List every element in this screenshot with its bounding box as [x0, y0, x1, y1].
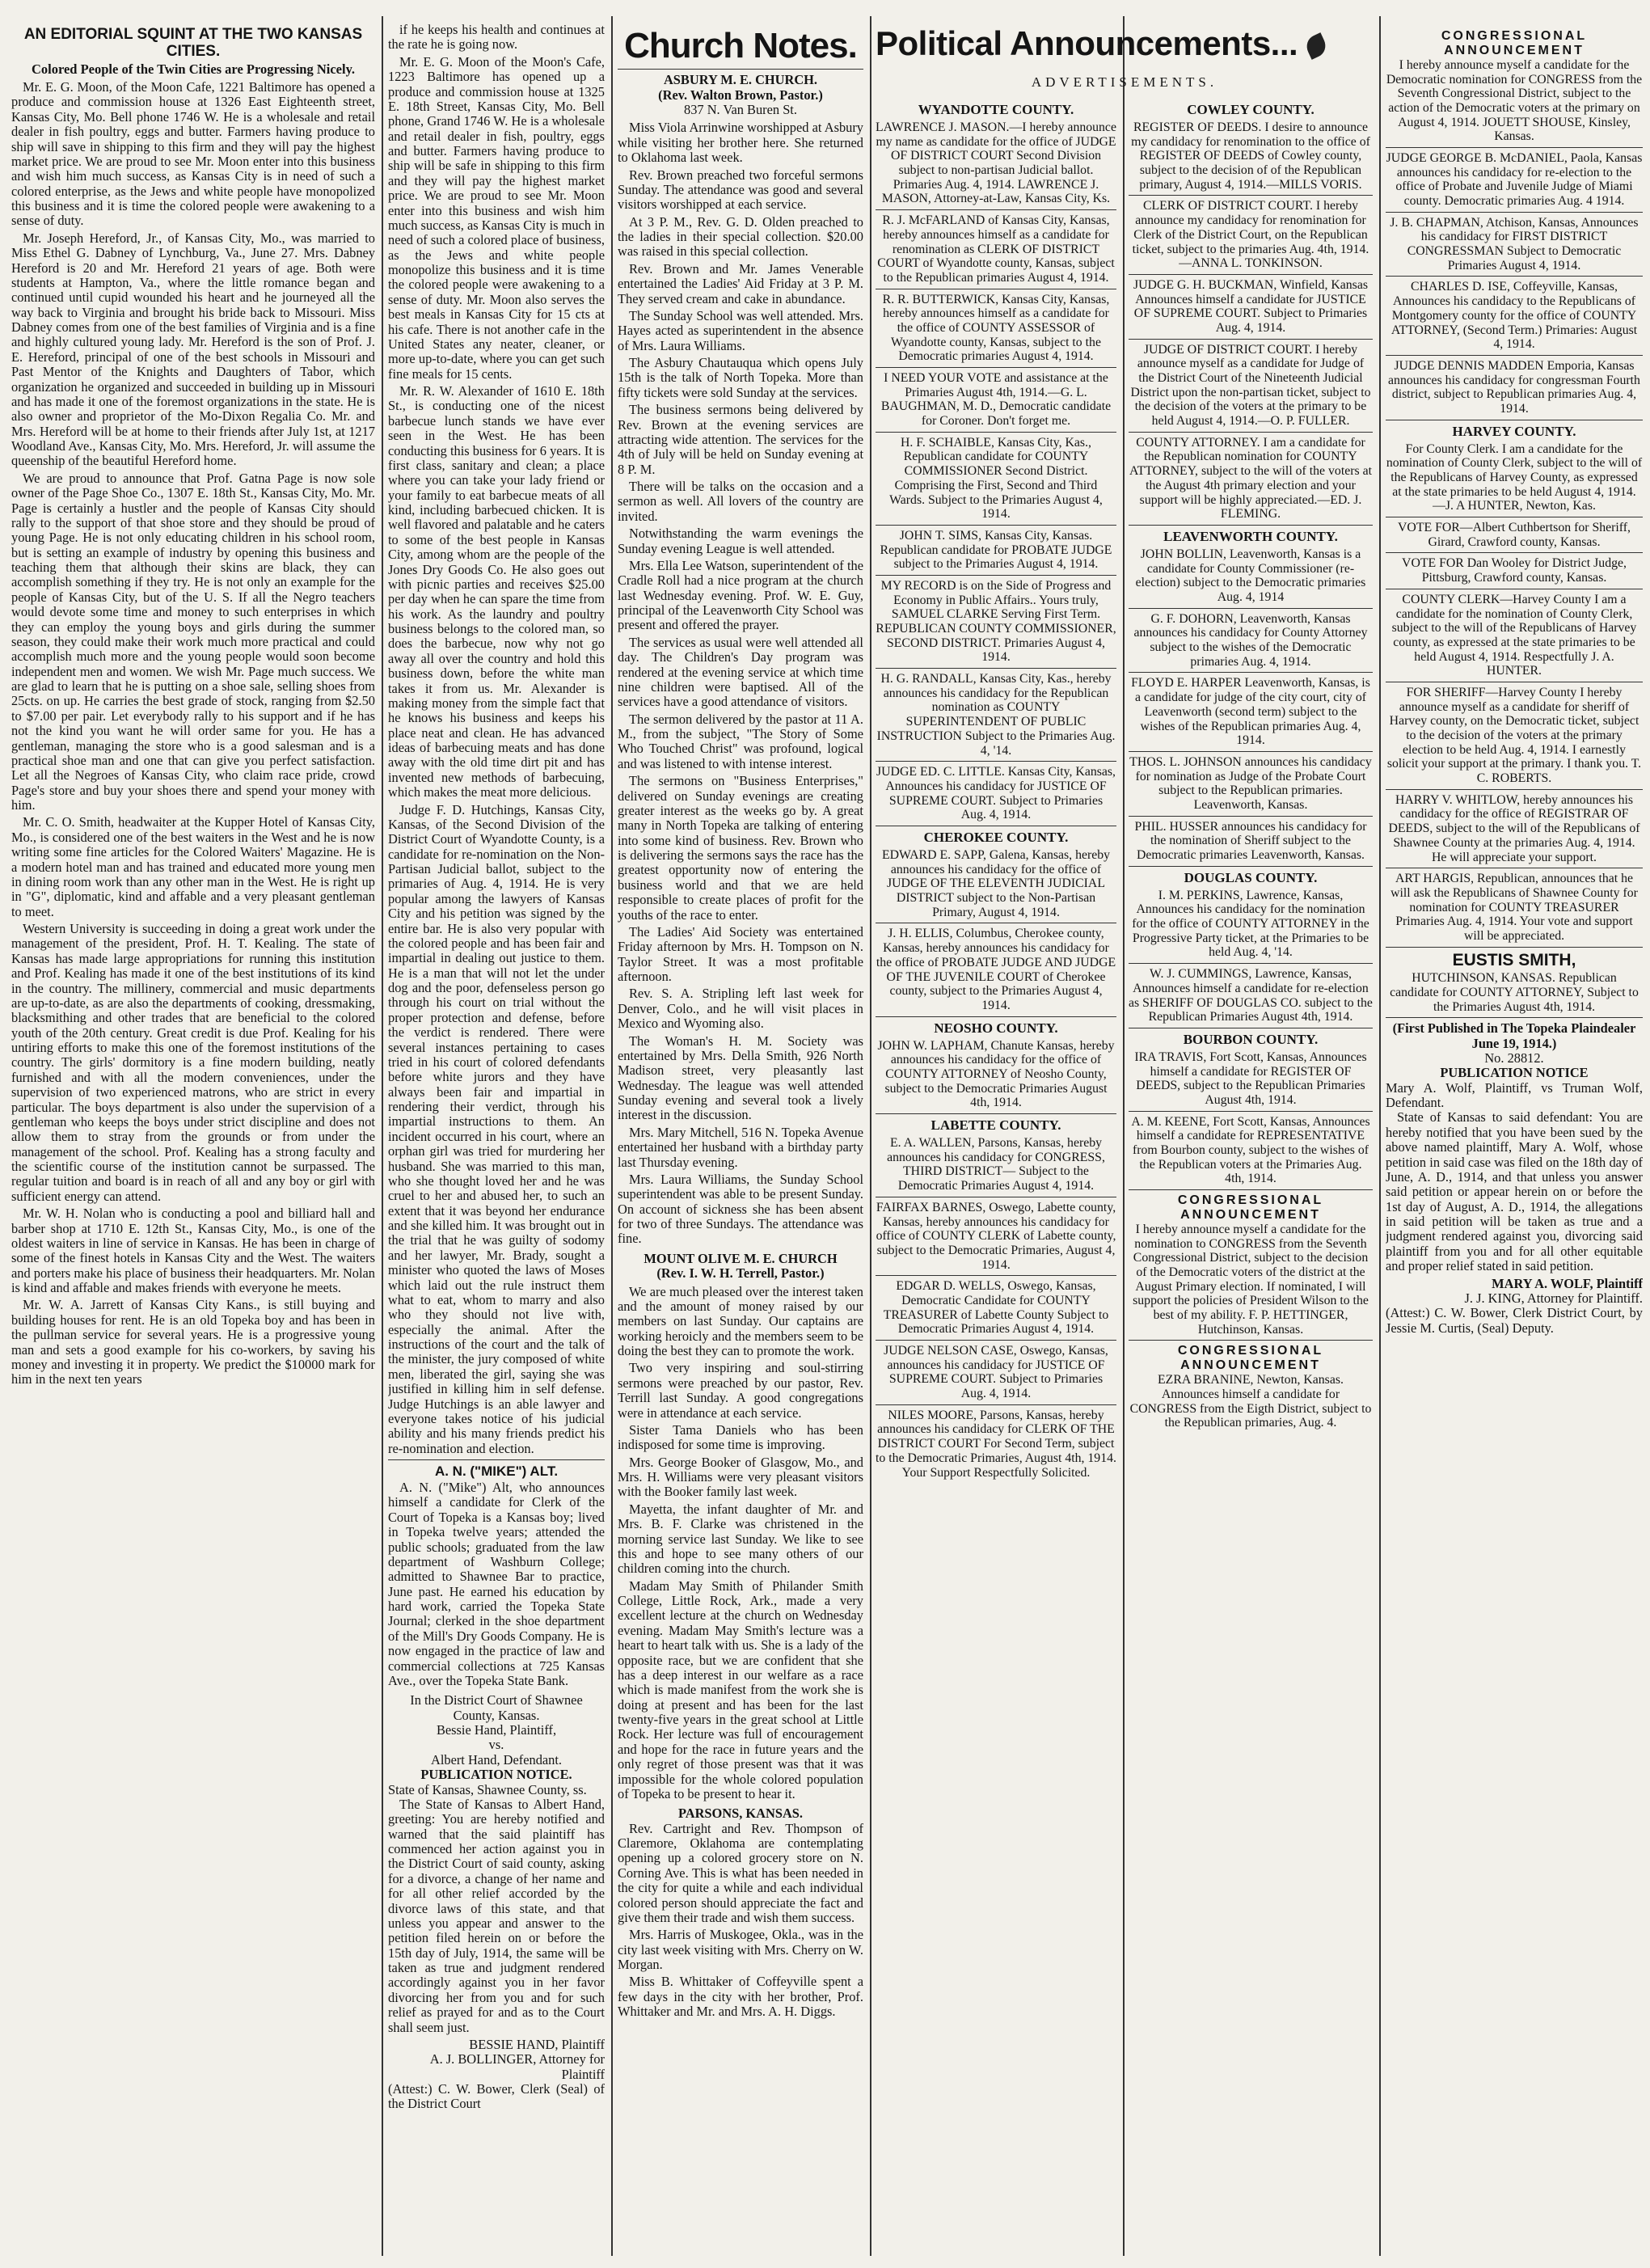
- divider: [876, 761, 1116, 762]
- column-editorial: [11, 23, 375, 2254]
- church-note: Rev. Brown and Mr. James Venerable entertained the Ladies' Aid Friday at 3 P. M. They served cream and cake in abundance.: [618, 260, 863, 306]
- church-note: The Ladies' Aid Society was entertained Friday afternoon by Mrs. H. Tompson on N. Taylor Street. It was a most profitable afternoon.: [618, 923, 863, 985]
- church-note: Two very inspiring and soul-stirring sermons were preached by our pastor, Rev. Terrill last Sunday. A good congregations were in attendance at each service.: [618, 1360, 863, 1421]
- candidate-ad: JUDGE ED. C. LITTLE. Kansas City, Kansas, Announces his candidacy for JUSTICE OF SUPREME COURT. Subject to Primaries Aug. 4, 1914.: [876, 765, 1116, 822]
- congressional-heading: CONGRESSIONAL ANNOUNCEMENT: [1177, 1344, 1324, 1373]
- publication-parties: Mary A. Wolf, Plaintiff, vs Truman Wolf, Defendant.: [1386, 1079, 1643, 1111]
- divider: [876, 1016, 1116, 1017]
- candidate-ad: EDWARD E. SAPP, Galena, Kansas, hereby announces his candidacy for the office of JUDGE OF THE ELEVENTH JUDICIAL DISTRICT subject to the Non-Partisan Primary, August 4, 1914.: [881, 848, 1111, 919]
- candidate-ad: NILES MOORE, Parsons, Kansas, hereby announces his candidacy for CLERK OF THE DISTRICT COURT For Second Term, subject to the Democratic Primaries, August 4th, 1914. Your Support Respectfully Solicited.: [876, 1408, 1116, 1480]
- church-note: The sermon delivered by the pastor at 11 A. M., from the subject, "The Story of Some Who Touched Christ" was profound, logical and was listened to with intense interest.: [618, 711, 863, 771]
- candidate-ad: FOR SHERIFF—Harvey County I hereby announce myself as a candidate for sheriff of Harvey county, on the Democratic ticket, subject to the decision of the voters at the primary election to be held Aug. 4, 1914. I earnestly solicit your support at the primary. I thank you. T. C. ROBERTS.: [1386, 685, 1642, 786]
- column-announcements-left: [876, 99, 1116, 2254]
- publication-attorney: J. J. KING, Attorney for Plaintiff.: [1464, 1290, 1643, 1306]
- candidate-ad: CHARLES D. ISE, Coffeyville, Kansas, Announces his candidacy to the Republicans of Montgomery county for the office of COUNTY ATTORNEY, (Second Term.) Primaries: August 4, 1914.: [1390, 280, 1638, 352]
- notice-state: State of Kansas, Shawnee County, ss.: [388, 1781, 587, 1797]
- article-paragraph: Mr. Joseph Hereford, Jr., of Kansas City, Mo., was married to Miss Ethel G. Dabney of Lynchburg, Va., June 27. Mrs. Dabney Hereford is 20 and Mr. Hereford 21 years of age. Both were students at Hampton, Va., where the little romance began and continued until cupid wounded his heart and he journeyed all the way back to Virginia and brought his bride back to Missouri. Miss Dabney comes from one of the best families of Virginia and is a fine and highly cultured young lady. Mr. Hereford is the son of Prof. J. E. Hereford, principal of one of the best schools in Missouri and Past Mentor of the Knights and Daughters of Tabor, which organization he organized and succeeded in building up in Missouri and has made it one of the foremost organizations in the state. He is also owner and proprietor of the Mo-Dixon Regalia Co. Mr. and Mrs. Hereford will be at home to their friends after July 1st, at 1217 Woodland Ave., Kansas City, Mo. Mrs. Hereford, Jr. will assume the queenship of the beautiful Hereford home.: [11, 230, 375, 469]
- divider: [1386, 552, 1643, 553]
- editorial-subhead: Colored People of the Twin Cities are Progressing Nicely.: [31, 61, 356, 77]
- publication-attest: (Attest:) C. W. Bower, Clerk District Court, by Jessie M. Curtis, (Seal) Deputy.: [1386, 1305, 1643, 1336]
- column-rule: [1379, 16, 1381, 2256]
- church-note: Mrs. Harris of Muskogee, Okla., was in the city last week visiting with Mrs. Cherry on W. Morgan.: [618, 1927, 863, 1973]
- article-paragraph: A. N. ("Mike") Alt, who announces himself a candidate for Clerk of the Court of Topeka is a Kansas boy; lived in Topeka twelve years; attended the public schools; graduated from the law department of Washburn College; admitted to Shawnee Bar to practice, June past. He earned his education by hard work, carried the Topeka State Journal; clerked in the shoe department of the Mill's Dry Goods Company. He is now engaged in the practice of law and commercial collections at 725 Kansas Ave., over the Topeka State Bank.: [388, 1480, 605, 1688]
- divider: [1129, 608, 1373, 609]
- church-note: Madam May Smith of Philander Smith College, Little Rock, Ark., made a very excellent lecture at the church on Wednesday evening. Madam May Smith's lecture was a heart to heart talk with us. She is a lady of the opposite race, but we are confident that she has a deep interest in our welfare as a race which is made manifest from the work she is doing at present and has been for the last twenty-five years in the great school at Little Rock. Her lecture was full of encouragement and hope for the race in future years and the only regret of those present was that it was impossible for the whole colored population of Topeka to be present to hear it.: [618, 1577, 863, 1801]
- divider: [1386, 1017, 1643, 1018]
- county-heading: CHEROKEE COUNTY.: [923, 829, 1069, 845]
- divider: [876, 432, 1116, 433]
- candidate-ad: FLOYD E. HARPER Leavenworth, Kansas, is a candidate for judge of the city court, city of Leavenworth (second term) subject to the wishes of the Republican primaries Aug. 4, 1914.: [1131, 676, 1370, 748]
- divider: [876, 1340, 1116, 1341]
- article-paragraph: Mr. C. O. Smith, headwaiter at the Kupper Hotel of Kansas City, Mo., is considered one of the best waiters in the West and he is now writing some fine articles for the Colored Waiters' Magazine. He is a modern hotel man and has trained and educated more young men in dining room work than any other man in the West. He is right up in "G", diplomatic, kind and affable and a very pleasant gentleman to meet.: [11, 814, 375, 919]
- divider: [1129, 963, 1373, 964]
- article-paragraph: Mr. E. G. Moon, of the Moon Cafe, 1221 Baltimore has opened a produce and commission house at 1326 East Eighteenth street, Kansas City, Mo. Bell phone 1746 W. He is a wholesale and retail dealer in fish poultry, eggs and butter. Farmers having produce to ship will save in shipping to this firm and they will pay the highest market price. We are proud to see Mr. Moon enter into this business and wish him much success, as Kansas City is in need of such a colored enterprise, as the Jews and white people have monopolized this business and it is time the colored people were awakening to a sense of duty.: [11, 79, 375, 229]
- divider: [876, 367, 1116, 368]
- candidate-ad: A. M. KEENE, Fort Scott, Kansas, Announces himself a candidate for REPRESENTATIVE from Bourbon county, subject to the wishes of the Republican voters at the Primaries Aug. 4th, 1914.: [1131, 1114, 1370, 1186]
- banner-title: Political Announcements...: [876, 24, 1298, 62]
- church-note: Rev. Brown preached two forceful sermons Sunday. The attendance was good and several visitors worshipped at each service.: [618, 167, 863, 213]
- candidate-ad: JUDGE GEORGE B. McDANIEL, Paola, Kansas announces his candidacy for re-election to the office of Probate and Juvenile Judge of Miami county. Democratic primaries Aug. 4 1914.: [1386, 150, 1643, 208]
- divider: [388, 1459, 605, 1460]
- candidate-ad: For County Clerk. I am a candidate for the nomination of County Clerk, subject to the will of the Republicans of Harvey County, as expressed at the state primaries to be held August 4, 1914. —J. A HUNTER, Newton, Kas.: [1386, 441, 1643, 513]
- congressional-heading: CONGRESSIONAL ANNOUNCEMENT: [1177, 1193, 1324, 1223]
- candidate-ad: JUDGE DENNIS MADDEN Emporia, Kansas announces his candidacy for congressman Fourth district, subject to Republican primaries Aug. 4, 1914.: [1388, 358, 1640, 416]
- article-paragraph: Mr. R. W. Alexander of 1610 E. 18th St., is conducting one of the nicest barbecue lunch stands we have ever seen in the West. He has been conducting this business for 6 years. It is first class, sanitary and clean; a place where you can take your lady friend or your family to eat barbecue meats of all kind, including barbecued chicken. It is well flavored and palatable and he caters to some of the best people in Kansas City, among whom are the people of the Jones Dry Goods Co. He also goes out with picnic parties and receives $25.00 per day when he can spare the time from his work. As the laundry and poultry business belongs to the colored man, so does the barbecue, now why not go away all over the country and hold this business down, before the white man takes it from us. Mr. Alexander is making money from the simple fact that he knows his business and keeps his place neat and clean. He has advanced ideas of barbecuing meats and has done away with the old time dirt pit and has invented new methods of barbecuing, which makes the meat more delicious.: [388, 383, 605, 800]
- divider: [876, 1275, 1116, 1276]
- divider: [1129, 525, 1373, 526]
- article-paragraph: Mr. E. G. Moon of the Moon's Cafe, 1223 Baltimore has opened up a produce and commission house at 1325 E. 18th Street, Kansas City, Mo. Bell phone, Grand 1746 W. He is a wholesale and retail dealer in fish, poultry, eggs and butter. Farmers having produce to ship will be safe in shipping to this firm and they will pay the highest market price. We are proud to see Mr. Moon enter into this business and wish him much success, as Kansas City is much in need of such a colored place of business, as the Jews and white people monopolize this business and it is time the colored people were awakening to a sense of duty. Mr. Moon also serves the best meals in Kansas City for 15 cts at his cafe. There is not another cafe in the United States any neater, cleaner, or more up-to-date, where you can get such fine meals for 15 cents.: [388, 53, 605, 382]
- column-editorial-continued: [388, 23, 605, 2254]
- church-note: The Sunday School was well attended. Mrs. Hayes acted as superintendent in the absence of Mrs. Laura Williams.: [618, 307, 863, 353]
- leaf-icon: [1303, 32, 1330, 60]
- candidate-ad: VOTE FOR—Albert Cuthbertson for Sheriff, Girard, Crawford county, Kansas.: [1398, 521, 1631, 549]
- column-far-right: [1386, 29, 1643, 2254]
- church-note: There will be talks on the occasion and a sermon as well. All lovers of the country are invited.: [618, 479, 863, 524]
- publication-title: PUBLICATION NOTICE: [1440, 1065, 1589, 1081]
- eustis-smith-name: EUSTIS SMITH,: [1452, 950, 1576, 969]
- church-name: ASBURY M. E. CHURCH.: [663, 72, 818, 88]
- candidate-ad: J. H. ELLIS, Columbus, Cherokee county, Kansas, hereby announces his candidacy for the office of PROBATE JUDGE AND JUDGE OF THE JUVENILE COURT of Cherokee county, subject to the Primaries August 4, 1914.: [876, 927, 1116, 1012]
- divider: [618, 69, 863, 70]
- county-heading: LABETTE COUNTY.: [930, 1117, 1061, 1134]
- divider: [1129, 1111, 1373, 1112]
- county-heading: COWLEY COUNTY.: [1187, 102, 1315, 117]
- church-note: Rev. Cartright and Rev. Thompson of Claremore, Oklahoma are contemplating opening up a colored grocery store on N. Corning Ave. This is what has been needed in the city for quite a while and each individual colored person should appreciate the fact and give them their trade and wish them success.: [618, 1820, 863, 1925]
- candidate-ad: E. A. WALLEN, Parsons, Kansas, hereby announces his candidacy for CONGRESS, THIRD DISTRICT— Subject to the Democratic Primaries August 4, 1914.: [887, 1136, 1105, 1193]
- divider: [1386, 147, 1643, 148]
- political-announcements-banner: [876, 24, 1374, 63]
- divider: [1129, 1340, 1373, 1341]
- church-pastor: (Rev. Walton Brown, Pastor.): [658, 87, 823, 103]
- candidate-ad: LAWRENCE J. MASON.—I hereby announce my name as candidate for the office of JUDGE OF DISTRICT COURT Second Division subject to non-partisan Judicial ballot. Primaries Aug. 4, 1914. LAWRENCE J. MASON, Attorney-at-Law, Kansas City, Ks.: [876, 120, 1116, 206]
- candidate-ad: VOTE FOR Dan Wooley for District Judge, Pittsburg, Crawford county, Kansas.: [1402, 556, 1627, 585]
- alt-heading: A. N. ("MIKE") ALT.: [434, 1463, 559, 1479]
- divider: [1386, 276, 1643, 277]
- editorial-headline: AN EDITORIAL SQUINT AT THE TWO KANSAS CITIES.: [23, 26, 363, 61]
- candidate-ad: JOHN W. LAPHAM, Chanute Kansas, hereby announces his candidacy for the office of COUNTY ATTORNEY of Neosho County, subject to the Democratic Primaries August 4th, 1914.: [877, 1038, 1115, 1110]
- candidate-ad: COUNTY CLERK—Harvey County I am a candidate for the nomination of County Clerk, subject to the will of the Republicans of Harvey county, as expressed at the state primaries to be held August 4, 1914. Respectfully J. A. HUNTER.: [1391, 592, 1637, 678]
- divider: [1129, 195, 1373, 196]
- candidate-ad: I. M. PERKINS, Lawrence, Kansas, Announces his candidacy for the nomination for the office of COUNTY ATTORNEY in the Progressive Party ticket, at the Primaries to be held Aug. 4, '14.: [1132, 888, 1369, 960]
- candidate-ad: J. B. CHAPMAN, Atchison, Kansas, Announces his candidacy for FIRST DISTRICT CONGRESSMAN Subject to Democratic Primaries August 4, 1914.: [1390, 215, 1639, 272]
- candidate-ad: CLERK OF DISTRICT COURT. I hereby announce my candidacy for renomination for Clerk of the District Court, on the Republican ticket, subject to the primaries Aug. 4th, 1914.—ANNA L. TONKINSON.: [1132, 199, 1369, 271]
- divider: [1386, 355, 1643, 356]
- candidate-ad: G. F. DOHORN, Leavenworth, Kansas announces his candidacy for County Attorney subject to the wishes of the Democratic primaries Aug. 4, 1914.: [1133, 611, 1368, 669]
- candidate-ad: W. J. CUMMINGS, Lawrence, Kansas, Announces himself a candidate for re-election as SHERIFF OF DOUGLAS CO. subject to the Republican Primaries August 4th, 1914.: [1129, 967, 1373, 1024]
- candidate-ad: FAIRFAX BARNES, Oswego, Labette county, Kansas, hereby announces his candidacy for office of COUNTY CLERK of Labette county, subject to the Democratic Primaries, August 4, 1914.: [876, 1200, 1116, 1272]
- candidate-ad: H. G. RANDALL, Kansas City, Kas., hereby announces his candidacy for the Republican nomination as COUNTY SUPERINTENDENT OF PUBLIC INSTRUCTION Subject to the Primaries Aug. 4, '14.: [876, 672, 1116, 758]
- county-heading: DOUGLAS COUNTY.: [1184, 869, 1318, 885]
- banner-subtitle: ADVERTISEMENTS.: [1031, 74, 1218, 90]
- candidate-ad: JUDGE G. H. BUCKMAN, Winfield, Kansas Announces himself a candidate for JUSTICE OF SUPREME COURT. Subject to Primaries Aug. 4, 1914.: [1133, 277, 1368, 335]
- candidate-ad: H. F. SCHAIBLE, Kansas City, Kas., Republican candidate for COUNTY COMMISSIONER Second District. Comprising the First, Second and Third Wards. Subject to the Primaries August 4, 1914.: [889, 435, 1103, 522]
- county-heading: WYANDOTTE COUNTY.: [918, 102, 1074, 117]
- candidate-ad: THOS. L. JOHNSON announces his candidacy for nomination as Judge of the Probate Court subject to the Republican primaries. Leavenworth, Kansas.: [1129, 754, 1372, 812]
- column-rule: [611, 16, 613, 2256]
- column-announcements-right: [1129, 99, 1373, 2254]
- church-note: The sermons on "Business Enterprises," delivered on Sunday evenings are creating greater interest as the weeks go by. A great many in North Topeka are talking of entering into some kind of business. Rev. Brown who is delivering the sermons says the race has the greatest opportunity now of entering the business world and that we are held responsible to create places of profit for the youths of the race to enter.: [618, 773, 863, 923]
- column-church-notes: [618, 23, 863, 2254]
- notice-attest: (Attest:) C. W. Bower, Clerk (Seal) of the District Court: [388, 2081, 605, 2112]
- candidate-ad: EZRA BRANINE, Newton, Kansas. Announces himself a candidate for CONGRESS from the Eigth District, subject to the Republican primaries, Aug. 4.: [1129, 1373, 1372, 1430]
- candidate-ad: JUDGE OF DISTRICT COURT. I hereby announce myself as a candidate for Judge of the District Court of the Nineteenth Judicial District upon the non-partisan ticket, subject to the decision of the voters at the primary to be held August 4, 1914.—O. P. FULLER.: [1130, 342, 1371, 429]
- candidate-ad: IRA TRAVIS, Fort Scott, Kansas, Announces himself a candidate for REGISTER OF DEEDS, subject to the Republican Primaries August 4th, 1914.: [1134, 1050, 1367, 1107]
- article-paragraph: We are proud to announce that Prof. Gatna Page is now sole owner of the Page Shoe Co., 1307 E. 18th St., Kansas City, Mo. Mr. Page is certainly a hustler and the people of Kansas City should rally to the support of that shoe store and they should be proud of young Page. He is not only educating children in his school room, but is setting an example of industry by opening this business and teaching them that although their skins are black, they can accomplish something if they try. He is not only an example for the people of Kansas City, but of the U. S. If all the Negro teachers would devote some time and money to such enterprises in which they can employ the young boys and girls during the summer season, they could make their work much more practical and could accomplish much more and the young people would soon become independent men and women. We wish Mr. Page much success. We are glad to learn that he is putting on a shoe sale, selling shoes from 25cts. on up. He carries the best grade of stock, ranging from $2.50 to $7.00 per pair. Let everybody rally to his support and if he has not the kind you want he will order same for you. He has a gentleman, managing the store who is a good salesman and is a practical shoe man and one that can give you perfect satisfaction. Let all the Negroes of Kansas City, who claim race pride, crowd Page's store and buy your shoes there and spend your money with him.: [11, 470, 375, 813]
- candidate-ad: EDGAR D. WELLS, Oswego, Kansas, Democratic Candidate for COUNTY TREASURER of Labette County Subject to Democratic Primaries August 4, 1914.: [883, 1279, 1109, 1337]
- county-heading: BOURBON COUNTY.: [1183, 1031, 1319, 1047]
- article-paragraph: Judge F. D. Hutchings, Kansas City, Kansas, of the Second Division of the District Court of Wyandotte County, is a candidate for re-nomination on the Non-Partisan Judicial ballot, subject to the primaries of Aug. 4, 1914. He is very popular among the lawyers of Kansas City and his petition was signed by the entire bar. He is also very popular with the colored people and has been fair and impartial in dealing out justice to them. He is a man that will not let the under dog and the poor, defenseless person go through his court on trial without the proper protection and defense, before the verdict is rendered. There were several instances pertaining to cases tried in his court of colored defendants before white jurors and they have always been fair and impartial in rendering their verdict, through his impartial instructions to them. An incident occurred in his court, where an orphan girl was tried for murdering her husband. She was married to this man, who she thought loved her and he was cruel to her and abused her, to such an extent that it was beyond her endurance and she killed him. It was brought out in the trial that he was guilty of sodomy and her lawyer, Mr. Brady, sought a minister who quoted the laws of Moses which laid out the rule instruct them what to eat, whom to marry and also who they should not live with, especially the animal. After the instructions of the court and the talk of the minister, the jury composed of white men, liberated the girl, saying she was justified in killing him in self defense. Judge Hutchings is an able lawyer and everyone takes notice of his judicial ability and his many friends predict his re-nomination and election.: [388, 801, 605, 1456]
- candidate-ad: JOHN T. SIMS, Kansas City, Kansas. Republican candidate for PROBATE JUDGE subject to the Primaries August 4, 1914.: [880, 528, 1112, 572]
- notice-court: In the District Court of Shawnee County, Kansas.: [410, 1692, 583, 1723]
- publication-first-published: (First Published in The Topeka Plaindealer June 19, 1914.): [1392, 1020, 1636, 1051]
- publication-signature: MARY A. WOLF, Plaintiff: [1492, 1275, 1643, 1291]
- church-note: Miss Viola Arrinwine worshipped at Asbury while visiting her brother here. She returned to Oklahoma last week.: [618, 120, 863, 166]
- county-heading: NEOSHO COUNTY.: [934, 1020, 1058, 1036]
- notice-body: The State of Kansas to Albert Hand, greeting: You are hereby notified and warned that the said plaintiff has commenced her action against you in the District Court of said county, asking for a divorce, a change of her name and for all other relief accorded by the divorce laws of this state, and that unless you appear and answer to the petition filed herein on or before the 15th day of July, 1914, the same will be taken as true and judgment rendered accordingly against you in her favor divorcing her from you and for such relief as prayed for and as to the Court shall seem just.: [388, 1796, 605, 2035]
- candidate-ad: ART HARGIS, Republican, announces that he will ask the Republicans of Shawnee County for nomination for COUNTY TREASURER Primaries Aug. 4, 1914. Your vote and support will be appreciated.: [1390, 872, 1638, 943]
- publication-body: State of Kansas to said defendant: You are hereby notified that you have been sued by the above named plaintiff, Mary A. Wolf, whose petition in said case was filed on the 18th day of June, A. D., 1914, and that unless you answer said petition or appear herein on or before the 1st day of August, A. D., 1914, the allegations in said petition will be taken as true and a judgment rendered against you, divorcing said plaintiff from you and for all other equitable and proper relief stated in said petition.: [1386, 1109, 1643, 1274]
- divider: [1386, 789, 1643, 790]
- church-note: At 3 P. M., Rev. G. D. Olden preached to the ladies in their special collection. $20.00 was raised in this special collection.: [618, 213, 863, 260]
- candidate-ad: HUTCHINSON, KANSAS. Republican candidate for COUNTY ATTORNEY, Subject to the Primaries August 4th, 1914.: [1390, 971, 1639, 1014]
- divider: [1129, 751, 1373, 752]
- divider: [1129, 1189, 1373, 1190]
- article-paragraph: if he keeps his health and continues at the rate he is going now.: [388, 23, 605, 53]
- county-heading: HARVEY COUNTY.: [1452, 423, 1576, 439]
- divider: [876, 1113, 1116, 1114]
- candidate-ad: PHIL. HUSSER announces his candidacy for the nomination of Sheriff subject to the Democratic primaries Leavenworth, Kansas.: [1134, 819, 1367, 862]
- church-note: Mrs. George Booker of Glasgow, Mo., and Mrs. H. Williams were very pleasant visitors with the Booker family last week.: [618, 1454, 863, 1500]
- notice-defendant: Albert Hand, Defendant.: [430, 1751, 563, 1768]
- divider: [1129, 274, 1373, 275]
- church-note: The Woman's H. M. Society was entertained by Mrs. Della Smith, 926 North Madison street, very pleasantly last Wednesday. The league was well attended Sunday evening and several took a lively interest in the discussion.: [618, 1033, 863, 1123]
- article-paragraph: Mr. W. H. Nolan who is conducting a pool and billiard hall and barber shop at 1710 E. 12th St., Kansas City, Mo., is one of the oldest waiters in line of service in Kansas. He has been in charge of some of the finest hotels in Kansas City and the West. The waiters and porters make his place of business their headquarters. Mr. Nolan is kind and affable and makes friends with everyone he meets.: [11, 1206, 375, 1295]
- divider: [1386, 212, 1643, 213]
- divider: [1129, 866, 1373, 867]
- candidate-ad: REGISTER OF DEEDS. I desire to announce my candidacy for renomination to the office of REGISTER OF DEEDS of Cowley county, subject to the decision of of the Republican primary, August 4, 1914.—MILLS VORIS.: [1131, 120, 1370, 192]
- candidate-ad: JUDGE NELSON CASE, Oswego, Kansas, announces his candidacy for JUSTICE OF SUPREME COURT. Subject to Primaries Aug. 4, 1914.: [884, 1344, 1108, 1401]
- divider: [1129, 816, 1373, 817]
- candidate-ad: I hereby announce myself a candidate for the nomination to CONGRESS from the Seventh Congressional District, subject to the decision of the Democratic voters of the district at the August Primary election. If nominated, I will support the policies of President Wilson to the best of my ability. F. P. HETTINGER, Hutchinson, Kansas.: [1133, 1222, 1369, 1337]
- church-note: Mrs. Laura Williams, the Sunday School superintendent was able to be present Sunday. On account of sickness she has been absent for two of three Sundays. The attendance was fine.: [618, 1171, 863, 1247]
- church-note: The business sermons being delivered by Rev. Brown at the evening services are attracting wide attention. The services for the 4th of July will be held on Sunday evening at 8 P. M.: [618, 402, 863, 477]
- candidate-ad: COUNTY ATTORNEY. I am a candidate for the Republican nomination for COUNTY ATTORNEY, subject to the will of the voters at the August 4th primary election and your support will be highly appreciated.—ED. J. FLEMING.: [1129, 435, 1372, 522]
- church-pastor: (Rev. I. W. H. Terrell, Pastor.): [656, 1265, 825, 1282]
- divider: [1386, 947, 1643, 948]
- candidate-ad: HARRY V. WHITLOW, hereby announces his candidacy for the office of REGISTRAR OF DEEDS, subject to the will of the Republicans of Shawnee County at the primaries Aug. 4, 1914. He will appreciate your support.: [1388, 792, 1640, 864]
- church-note: The services as usual were well attended all day. The Children's Day program was rendered at the evening service at which time nine children were baptised. All of the services have a good attendance of visitors.: [618, 634, 863, 710]
- notice-title: PUBLICATION NOTICE.: [420, 1767, 572, 1783]
- church-note: Rev. S. A. Stripling left last week for Denver, Colo., and he will visit places in Mexico and Wyoming also.: [618, 986, 863, 1032]
- notice-signature: BESSIE HAND, Plaintiff: [469, 2036, 605, 2052]
- divider: [1129, 339, 1373, 340]
- church-notes-title: Church Notes.: [624, 26, 857, 65]
- candidate-ad: I NEED YOUR VOTE and assistance at the Primaries August 4th, 1914.—G. L. BAUGHMAN, M. D., Democratic candidate for Coroner. Don't forget me.: [880, 371, 1112, 429]
- church-note: We are much pleased over the interest taken and the amount of money raised by our members on last Sunday. Our captains are working heroicly and the members seem to be doing the best they can to promote the work.: [618, 1283, 863, 1359]
- column-rule: [870, 16, 871, 2256]
- column-rule: [1123, 16, 1125, 2256]
- candidate-ad: R. R. BUTTERWICK, Kansas City, Kansas, hereby announces himself as a candidate for the office of COUNTY ASSESSOR of Wyandotte county, Kansas, subject to the Democratic primaries August 4, 1914.: [882, 292, 1110, 364]
- notice-plaintiff: Bessie Hand, Plaintiff,: [436, 1722, 557, 1738]
- church-note: Notwithstanding the warm evenings the Sunday evening League is well attended.: [618, 526, 863, 556]
- church-note: Mrs. Ella Lee Watson, superintendent of the Cradle Roll had a nice program at the church last Wednesday evening. Prof. W. E. Guy, principal of the Leavenworth City School was present and offered the prayer.: [618, 557, 863, 633]
- divider: [876, 209, 1116, 210]
- divider: [1129, 432, 1373, 433]
- church-address: 837 N. Van Buren St.: [684, 102, 797, 118]
- church-note: Mrs. Mary Mitchell, 516 N. Topeka Avenue entertained her husband with a birthday party last Thursday evening.: [618, 1124, 863, 1170]
- publication-number: No. 28812.: [1484, 1050, 1544, 1066]
- article-paragraph: Mr. W. A. Jarrett of Kansas City Kans., is still buying and building houses for rent. He is an old Topeka boy and has been in the pullman service for several years. He is a progressive young man and sets a good example for his co-workers, by saving his money and investing it in property. We predict the $10000 mark for him in the next ten years: [11, 1297, 375, 1387]
- church-name: MOUNT OLIVE M. E. CHURCH: [644, 1250, 838, 1266]
- candidate-ad: R. J. McFARLAND of Kansas City, Kansas, hereby announces himself as a candidate for renomination as CLERK OF DISTRICT COURT of Wyandotte county, Kansas, subject to the Republican primaries August 4, 1914.: [877, 213, 1115, 285]
- notice-attorney: A. J. BOLLINGER, Attorney for Plaintiff: [429, 2051, 605, 2082]
- church-name: PARSONS, KANSAS.: [677, 1806, 804, 1822]
- article-paragraph: Western University is succeeding in doing a great work under the management of the president, Prof. H. T. Kealing. The state of Kansas has made large appropriations for running this institution and Prof. Kealing has made it one of the best institutions of its kind in the country. The millinery, commercial and music departments are up-to-date, as are also the departments of cooking, dressmaking, blacksmithing and other trades that are beneficial to the colored youth of the 20th century. Great credit is due Prof. Kealing for his untiring efforts to make this one of the foremost institutions of the country. The girls' dormitory is a fine modern building, neatly furnished and with all the modern conveniences, under the supervision of two experienced matrons, who are strict in every particular. The boys department is also under the supervision of a gentleman who keeps the boys under strict discipline and does not allow them to stray from the grounds or from under the management of the school. Prof. Kealing has a strong faculty and the scientific course of the institution cannot be surpassed. The regular tuition and board is in reach of all and any boy or girl with sufficient energy can attend.: [11, 921, 375, 1204]
- divider: [876, 1404, 1116, 1405]
- church-note: The Asbury Chautauqua which opens July 15th is the talk of North Topeka. More than fifty tickets were sold Sunday at the services.: [618, 355, 863, 400]
- divider: [1129, 672, 1373, 673]
- notice-vs: vs.: [488, 1737, 504, 1753]
- candidate-ad: JOHN BOLLIN, Leavenworth, Kansas is a candidate for County Commissioner (re-election) subject to the Democratic primaries Aug. 4, 1914: [1135, 547, 1366, 604]
- candidate-ad: MY RECORD is on the Side of Progress and Economy in Public Affairs.. Yours truly, SAMUEL CLARKE Serving First Term. REPUBLICAN COUNTY COMMISSIONER, SECOND DISTRICT. Primaries August 4, 1914.: [876, 578, 1116, 665]
- congressional-heading: CONGRESSIONAL ANNOUNCEMENT: [1441, 29, 1588, 57]
- county-heading: LEAVENWORTH COUNTY.: [1163, 528, 1338, 544]
- candidate-ad: I hereby announce myself a candidate for the Democratic nomination for CONGRESS from the Seventh Congressional District, subject to the action of the Democratic voters at the primary on August 4, 1914. JOUETT SHOUSE, Kinsley, Kansas.: [1386, 57, 1643, 144]
- church-note: Sister Tama Daniels who has been indisposed for some time is improving.: [618, 1421, 863, 1453]
- divider: [876, 668, 1116, 669]
- church-note: Mayetta, the infant daughter of Mr. and Mrs. B. F. Clarke was christened in the morning service last Sunday. We like to see this and hope to see many others of our children coming into the church.: [618, 1501, 863, 1577]
- divider: [876, 525, 1116, 526]
- column-rule: [382, 16, 383, 2256]
- church-note: Miss B. Whittaker of Coffeyville spent a few days in the city with her brother, Prof. Whittaker and Mr. and Mrs. A. H. Diggs.: [618, 1974, 863, 2020]
- divider: [876, 575, 1116, 576]
